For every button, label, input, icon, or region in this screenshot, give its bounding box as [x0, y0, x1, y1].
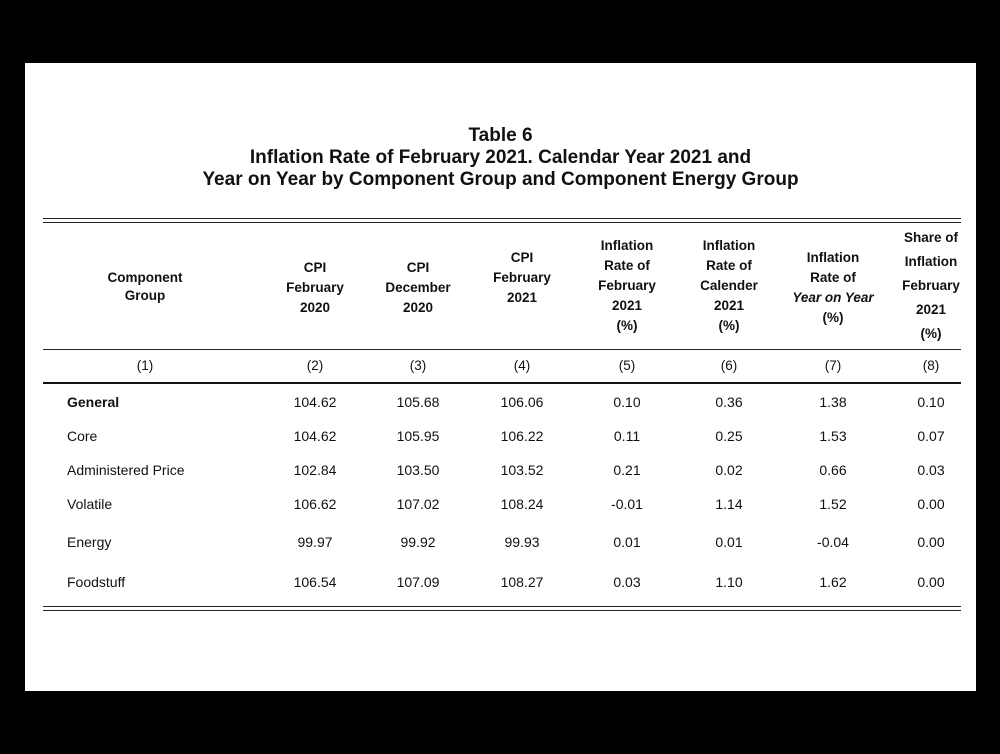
table-cell: 105.68 — [396, 394, 440, 410]
column-header-line: CPI — [303, 260, 327, 275]
column-header-line: February — [598, 278, 656, 293]
table-cell: 0.11 — [613, 428, 641, 444]
column-number: (7) — [824, 358, 842, 373]
column-header-line: 2020 — [299, 300, 331, 315]
table-cell: 106.06 — [500, 394, 544, 410]
table-body — [43, 384, 961, 600]
column-number: (6) — [720, 358, 738, 373]
table-row — [43, 560, 961, 600]
table-cell: 108.27 — [500, 574, 544, 590]
table-cell: 0.00 — [917, 496, 945, 512]
table-cell: 108.24 — [500, 496, 544, 512]
table-cell: 106.62 — [293, 496, 337, 512]
column-header-line: (%) — [616, 318, 638, 333]
column-header-line: (%) — [718, 318, 740, 333]
column-header-line: 2021 — [713, 298, 745, 313]
table-cell: 0.02 — [715, 462, 743, 478]
table-row — [43, 384, 961, 418]
column-header-1 — [108, 269, 183, 305]
column-header-line: December — [385, 280, 451, 295]
column-header-line: Share of — [903, 230, 958, 245]
column-number: (4) — [513, 358, 531, 373]
inflation-table — [43, 218, 961, 611]
table-cell: 102.84 — [293, 462, 337, 478]
table-cell: 99.97 — [297, 534, 333, 550]
table-cell: 99.93 — [504, 534, 540, 550]
table-cell: 103.50 — [396, 462, 440, 478]
column-header-line: CPI — [406, 260, 430, 275]
table-cell: 105.95 — [396, 428, 440, 444]
column-header-4 — [493, 248, 551, 308]
column-header-line: Inflation — [702, 238, 756, 253]
column-header-line: Rate of — [706, 258, 752, 273]
column-header-line: (%) — [920, 326, 942, 341]
table-cell: 0.03 — [917, 462, 945, 478]
table-cell: 0.00 — [917, 534, 945, 550]
column-header-7 — [792, 248, 873, 328]
table-cell: -0.01 — [611, 496, 643, 512]
table-cell: 103.52 — [500, 462, 544, 478]
table-title — [25, 125, 976, 191]
column-header-2 — [286, 258, 344, 318]
column-header-line: Inflation — [904, 254, 958, 269]
table-cell: 0.10 — [917, 394, 945, 410]
table-cell: 0.66 — [819, 462, 847, 478]
column-header-line: Inflation — [806, 250, 860, 265]
table-header — [43, 223, 961, 349]
table-cell: 1.14 — [715, 496, 743, 512]
column-number: (1) — [136, 358, 154, 373]
table-cell: 104.62 — [293, 428, 337, 444]
column-header-5 — [598, 236, 656, 336]
column-header-line: February — [493, 270, 551, 285]
column-header-3 — [385, 258, 450, 318]
column-header-line: Inflation — [600, 238, 654, 253]
table-row — [43, 418, 961, 452]
column-header-line: Year on Year — [792, 290, 874, 305]
table-cell: -0.04 — [817, 534, 849, 550]
table-cell: 104.62 — [293, 394, 337, 410]
bottom-double-rule — [43, 606, 961, 611]
table-cell: 0.03 — [613, 574, 641, 590]
row-label: Foodstuff — [67, 574, 126, 590]
column-header-8 — [902, 226, 960, 346]
column-header-line: Component — [107, 270, 183, 285]
column-header-6 — [700, 236, 758, 336]
table-cell: 1.52 — [819, 496, 847, 512]
table-cell: 0.25 — [715, 428, 743, 444]
table-row — [43, 452, 961, 486]
row-label: Energy — [67, 534, 112, 550]
row-label: General — [67, 394, 120, 410]
table-cell: 1.38 — [819, 394, 847, 410]
document-page — [25, 63, 976, 691]
column-header-line: 2021 — [506, 290, 538, 305]
column-header-line: Calender — [700, 278, 758, 293]
table-cell: 106.22 — [500, 428, 544, 444]
column-number: (8) — [922, 358, 940, 373]
table-cell: 1.62 — [819, 574, 847, 590]
column-header-line: 2021 — [611, 298, 643, 313]
table-cell: 107.02 — [396, 496, 440, 512]
table-cell: 99.92 — [400, 534, 436, 550]
table-cell: 0.01 — [613, 534, 641, 550]
table-row — [43, 486, 961, 520]
column-number: (2) — [306, 358, 324, 373]
table-title-line-2: Year on Year by Component Group and Component Energy Group — [202, 169, 799, 190]
column-header-line: 2021 — [915, 302, 947, 317]
table-cell: 0.21 — [613, 462, 641, 478]
row-label: Core — [67, 428, 98, 444]
table-cell: 0.01 — [715, 534, 743, 550]
table-cell: 107.09 — [396, 574, 440, 590]
column-header-line: Rate of — [810, 270, 856, 285]
table-cell: 1.10 — [715, 574, 743, 590]
table-title-line-1: Inflation Rate of February 2021. Calendar Year 2021 and — [249, 147, 752, 168]
column-header-line: February — [286, 280, 344, 295]
column-header-line: February — [902, 278, 960, 293]
table-number: Table 6 — [468, 125, 533, 146]
column-number: (3) — [409, 358, 427, 373]
table-cell: 106.54 — [293, 574, 337, 590]
column-header-line: Rate of — [604, 258, 650, 273]
column-header-line: Group — [124, 288, 166, 303]
table-cell: 1.53 — [819, 428, 847, 444]
column-number-row — [43, 349, 961, 382]
table-cell: 0.00 — [917, 574, 945, 590]
table-cell: 0.36 — [715, 394, 743, 410]
row-label: Volatile — [67, 496, 113, 512]
column-header-line: (%) — [822, 310, 844, 325]
column-number: (5) — [618, 358, 636, 373]
column-header-line: CPI — [510, 250, 534, 265]
table-row — [43, 520, 961, 560]
table-cell: 0.10 — [613, 394, 641, 410]
table-cell: 0.07 — [917, 428, 945, 444]
row-label: Administered Price — [67, 462, 185, 478]
column-header-line: 2020 — [402, 300, 434, 315]
